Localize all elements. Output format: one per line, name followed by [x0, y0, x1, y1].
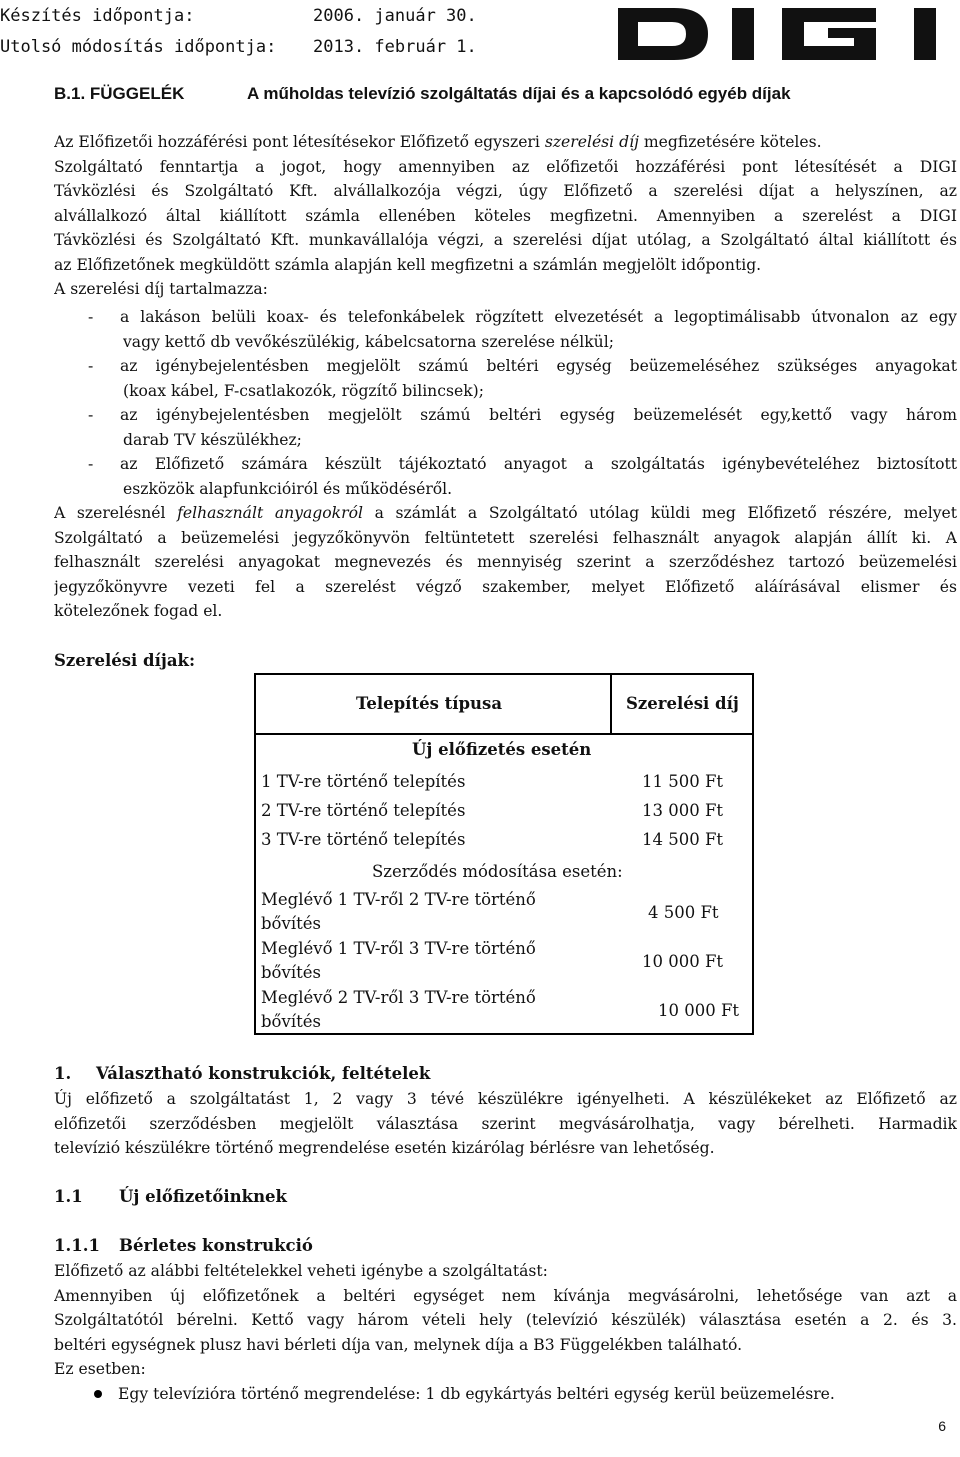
- intro-line: Az Előfizetői hozzáférési pont létesítésekor Előfizető egyszeri szerelési díj megfizetésére köteles.: [54, 133, 822, 151]
- intro-paragraph: [54, 130, 957, 302]
- group-contract-modification: Szerződés módosítása esetén:: [372, 862, 623, 881]
- rental-paragraph: Előfizető az alábbi feltételekkel veheti igénybe a szolgáltatást: Amennyiben új előfizetőnek a beltéri egységet nem kívánja megvásárolni, lehetősége van azt a Szolgáltatótól bérelni. Kettő vagy három vételi hely (televízió készülék) választása esetén a 2. és 3. beltéri egységnek plusz havi bérleti díja van, melynek díja a B3 Függelékben található. Ez esetben:: [54, 1262, 957, 1378]
- list-item: Egy televízióra történő megrendelése: 1 db egykártyás beltéri egység kerül beüzemelésre.: [118, 1385, 835, 1403]
- table-row-fee: 10 000 Ft: [642, 952, 724, 971]
- table-row-fee: 13 000 Ft: [642, 801, 724, 820]
- materials-line: Szolgáltató a beüzemelési jegyzőkönyvön feltüntetett szerelési felhasznált anyagok alapján állít ki. A: [54, 528, 957, 547]
- page-number: 6: [938, 1418, 946, 1434]
- materials-paragraph: [54, 501, 957, 624]
- intro-line: Távközlési és Szolgáltató Kft. munkavállalója végzi, a szerelési díjat utólag, a Szolgáltató által kiállított és: [54, 231, 957, 249]
- materials-line: jegyzőkönyvre vezeti fel a szerelést végző szakember, melyet Előfizető aláírásával elismer és: [54, 577, 957, 596]
- table-row-fee: 4 500 Ft: [648, 903, 719, 922]
- list-item: - az Előfizető számára készült tájékoztató anyagot a szolgáltatás igénybevételéhez biztosított eszközök alapfunkcióiról és működéséről.: [88, 455, 957, 498]
- appendix-heading: A műholdas televízió szolgáltatás díjai és a kapcsolódó egyéb díjak: [247, 84, 791, 103]
- table-row-fee: 10 000 Ft: [658, 1001, 740, 1020]
- intro-line: alvállalkozó által kiállított számla ellenében köteles megfizetni. Amennyiben a szerelést a DIGI: [54, 206, 957, 225]
- bullet-icon: [94, 1390, 102, 1398]
- created-value: 2006. január 30.: [313, 6, 477, 26]
- new-subscribers-heading: 1.1 Új előfizetőinknek: [54, 1187, 287, 1206]
- table-row-fee: 11 500 Ft: [642, 772, 724, 791]
- table-row-type: bővítés: [261, 1012, 321, 1031]
- intro-line: Szolgáltató fenntartja a jogot, hogy amennyiben az előfizetői hozzáférési pont létesítését a DIGI: [54, 157, 957, 176]
- constructions-paragraph: Új előfizető a szolgáltatást 1, 2 vagy 3 tévé készülékre igényelheti. A készülékeket az Előfizető az előfizetői szerződésben megjelölt választása szerint megvásárolhatja, vagy bérelheti. Harmadik televízió készülékre történő megrendelése esetén kizárólag bérlésre van lehetőség.: [54, 1090, 957, 1157]
- materials-last-line: kötelezőnek fogad el.: [54, 602, 223, 620]
- intro-line: Távközlési és Szolgáltató Kft. alvállalkozója végzi, úgy Előfizető a szerelési díjat a helyszínen, az: [54, 182, 957, 200]
- table-row-type: Meglévő 1 TV-ről 2 TV-re történő: [261, 890, 536, 909]
- modified-label: Utolsó módosítás időpontja:: [0, 37, 277, 57]
- table-row-fee: 14 500 Ft: [642, 830, 724, 849]
- appendix-code: B.1. FÜGGELÉK: [54, 84, 185, 103]
- col-header-type: Telepítés típusa: [356, 694, 503, 713]
- constructions-heading: 1. Választható konstrukciók, feltételek: [54, 1064, 431, 1083]
- list-item: - a lakáson belüli koax- és telefonkábelek rögzített elvezetését a legoptimálisabb útvonalon az egy vagy kettő db vevőkészülékig, kábelcsatorna szerelése nélkül;: [88, 308, 957, 351]
- table-row-type: bővítés: [261, 963, 321, 982]
- list-item: - az igénybejelentésben megjelölt számú beltéri egység beüzemeléséhez szükséges anyagokat (koax kábel, F-csatlakozók, rögzítő bilincsek);: [88, 357, 957, 400]
- digi-logo: [614, 4, 956, 64]
- table-row-type: Meglévő 1 TV-ről 3 TV-re történő: [261, 939, 536, 958]
- col-header-fee: Szerelési díj: [626, 694, 739, 713]
- table-divider: [254, 733, 754, 735]
- table-row-type: 3 TV-re történő telepítés: [261, 830, 466, 849]
- materials-line: felhasznált szerelési anyagokat megnevezés és mennyiség szerint a szerződéshez tartozó beüzemelési: [54, 553, 957, 571]
- table-divider: [610, 673, 612, 735]
- modified-value: 2013. február 1.: [313, 37, 477, 57]
- table-row-type: 1 TV-re történő telepítés: [261, 772, 466, 791]
- intro-last-line: az Előfizetőnek megküldött számla alapján kell megfizetni a számlán megjelölt időpontig.: [54, 255, 762, 274]
- table-row-type: 2 TV-re történő telepítés: [261, 801, 466, 820]
- created-label: Készítés időpontja:: [0, 6, 195, 26]
- list-item: - az igénybejelentésben megjelölt számú beltéri egység beüzemelését egy,kettő vagy három darab TV készülékhez;: [88, 406, 957, 449]
- materials-line: A szerelésnél felhasznált anyagokról a számlát a Szolgáltató utólag küldi meg Előfizető részére, melyet: [54, 504, 957, 522]
- fees-heading: Szerelési díjak:: [54, 651, 196, 670]
- contains-label: A szerelési díj tartalmazza:: [54, 280, 268, 298]
- table-row-type: Meglévő 2 TV-ről 3 TV-re történő: [261, 988, 536, 1007]
- group-new-subscription: Új előfizetés esetén: [412, 740, 592, 759]
- fees-table: [254, 673, 754, 1035]
- table-row-type: bővítés: [261, 914, 321, 933]
- rental-heading: 1.1.1 Bérletes konstrukció: [54, 1236, 313, 1255]
